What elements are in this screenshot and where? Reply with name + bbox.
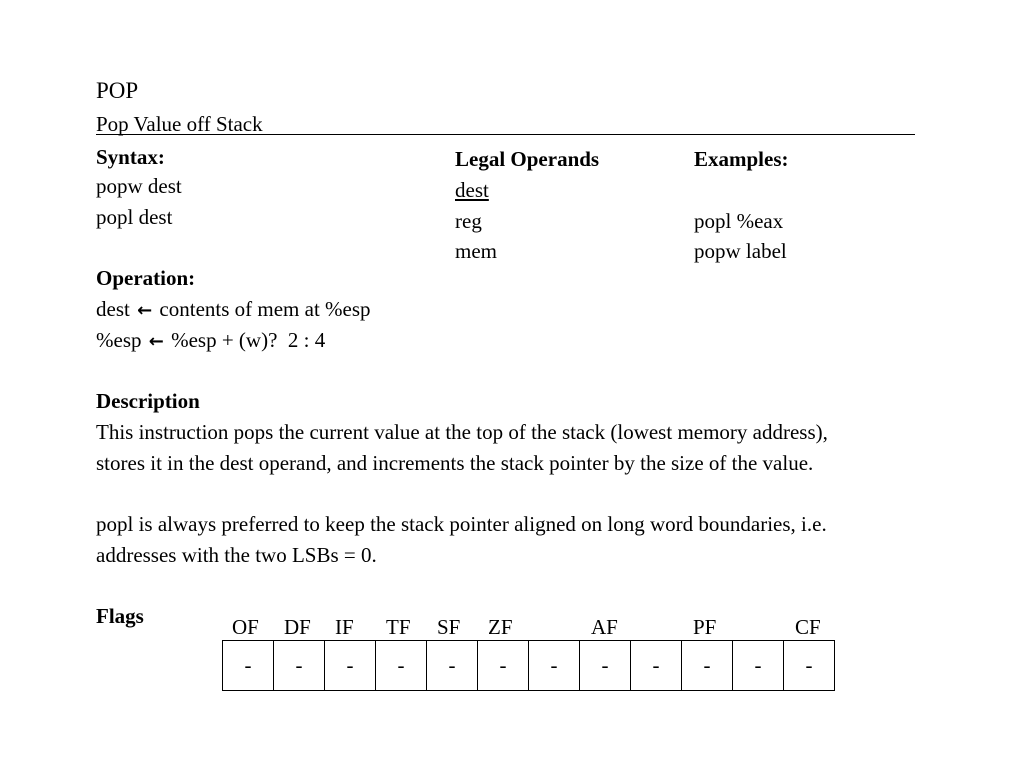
operation-line (96, 299, 371, 320)
flag-label-pf: PF (693, 615, 717, 639)
example-item: popw label (694, 239, 787, 263)
syntax-line: popl dest (96, 205, 173, 229)
example-item: popl %eax (694, 209, 784, 233)
description-line: stores it in the dest operand, and increments the stack pointer by the size of the value. (96, 451, 814, 475)
flag-cell: - (580, 641, 631, 691)
flag-cell: - (733, 641, 784, 691)
flags-row (223, 641, 835, 691)
page-title: POP (96, 78, 139, 103)
flag-cell: - (223, 641, 274, 691)
flag-label-cf: CF (795, 615, 821, 639)
flags-table (222, 640, 835, 691)
flag-cell: - (478, 641, 529, 691)
description-heading: Description (96, 389, 200, 413)
flag-cell: - (631, 641, 682, 691)
description-line: addresses with the two LSBs = 0. (96, 543, 377, 567)
description-line: This instruction pops the current value at the top of the stack (lowest memory address), (96, 420, 828, 444)
flag-label-if: IF (335, 615, 354, 639)
flag-label-tf: TF (386, 615, 411, 639)
flag-label-zf: ZF (488, 615, 513, 639)
flag-cell: - (274, 641, 325, 691)
flag-cell: - (529, 641, 580, 691)
flags-heading: Flags (96, 604, 144, 628)
operand-item: mem (455, 239, 497, 263)
subtitle-underline (96, 134, 915, 135)
flag-cell: - (682, 641, 733, 691)
page-subtitle: Pop Value off Stack (96, 112, 263, 136)
flag-cell: - (325, 641, 376, 691)
operation-source: %esp + (w)? 2 : 4 (171, 328, 326, 352)
operation-source: contents of mem at %esp (159, 297, 371, 321)
operation-dest: dest (96, 297, 130, 321)
operand-item: reg (455, 209, 482, 233)
syntax-line: popw dest (96, 174, 182, 198)
flag-label-df: DF (284, 615, 311, 639)
flag-label-sf: SF (437, 615, 461, 639)
left-arrow-icon: ← (137, 300, 153, 321)
flag-label-of: OF (232, 615, 259, 639)
operands-heading: Legal Operands (455, 147, 600, 171)
operation-dest: %esp (96, 328, 142, 352)
syntax-heading: Syntax: (96, 145, 165, 169)
flag-cell: - (427, 641, 478, 691)
flag-label-af: AF (591, 615, 618, 639)
description-line: popl is always preferred to keep the stack pointer aligned on long word boundaries, i.e. (96, 512, 827, 536)
examples-heading: Examples: (694, 147, 789, 171)
operation-heading: Operation: (96, 266, 196, 290)
flag-cell: - (376, 641, 427, 691)
flag-cell: - (784, 641, 835, 691)
operation-line (96, 330, 325, 351)
left-arrow-icon: ← (148, 331, 164, 352)
operands-subheading: dest (455, 178, 489, 202)
